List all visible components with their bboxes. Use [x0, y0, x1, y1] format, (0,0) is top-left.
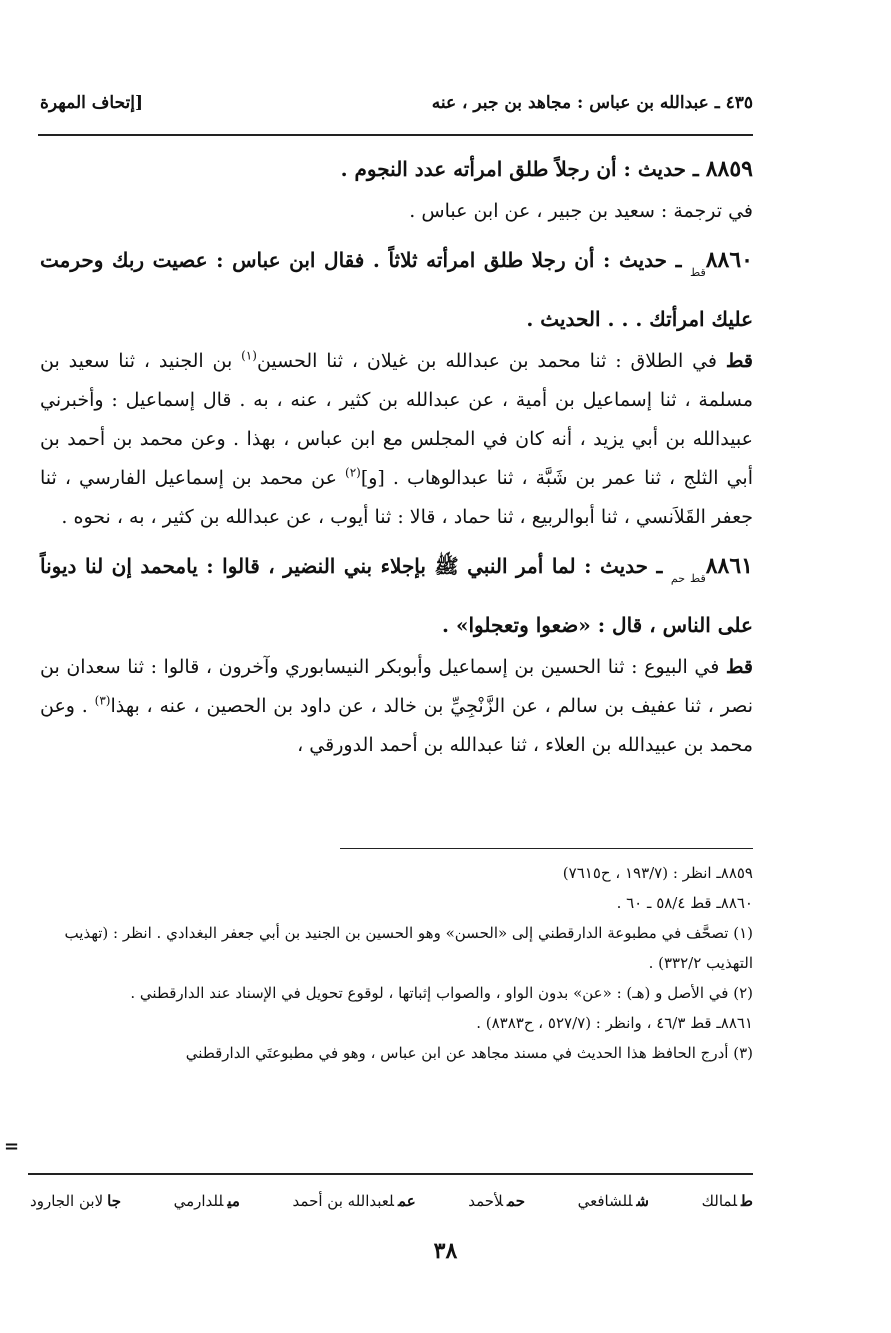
legend-abbr: مي: [227, 1192, 240, 1210]
entry-number: ٨٨٦١: [705, 553, 753, 579]
legend-rule: [28, 1173, 753, 1175]
hadith-text: ـ حديث : أن رجلاً طلق امرأته عدد النجوم .: [340, 157, 706, 181]
footnote-ref: (٢): [345, 465, 361, 480]
legend-item: [293, 1192, 416, 1210]
source-sigla: قط: [690, 266, 706, 279]
hadith-entry-8859: [40, 146, 753, 192]
chapter-heading: ٤٣٥ ـ عبدالله بن عباس : مجاهد بن جبر ، عنه: [431, 93, 753, 113]
isnad-text: . وعن محمد بن عبيدالله بن العلاء ، ثنا عبدالله بن أحمد الدورقي ،: [40, 695, 753, 756]
legend-name: للدارمي: [173, 1192, 224, 1210]
footnotes: [28, 858, 753, 1068]
footnote: ٨٨٦٠ـ قط ٥٨/٤ ـ ٦٠ .: [616, 894, 753, 912]
footnote: ٨٨٦١ـ قط ٤٦/٣ ، وانظر : (٥٢٧/٧ ، ح٨٣٨٣) .: [476, 1014, 753, 1032]
source-abbreviation: قط: [725, 656, 753, 678]
footnote-ref: (٣): [94, 693, 111, 708]
legend-name: لمالك: [701, 1192, 738, 1210]
legend-abbr: حم: [507, 1192, 525, 1210]
isnad-text: في البيوع : ثنا الحسين بن إسماعيل وأبوبكر النيسابوري وآخرون ، قالوا : ثنا سعدان بن نصر ، ثنا عفيف بن سالم ، عن الزَّنْجِيِّ بن خالد ، عن داود بن الحصين ، عنه ، بهذا: [40, 656, 753, 717]
footnote-ref: (١): [241, 348, 257, 363]
entry-number: ٨٨٦٠: [705, 247, 753, 273]
legend-name: لابن الجارود: [30, 1192, 104, 1210]
legend-name: لعبدالله بن أحمد: [292, 1192, 395, 1210]
translation-note: في ترجمة : سعيد بن جبير ، عن ابن عباس .: [409, 200, 753, 222]
entry-number: ٨٨٥٩: [705, 156, 753, 182]
footnote: (٣) أدرج الحافظ هذا الحديث في مسند مجاهد عن ابن عباس ، وهو في مطبوعتَي الدارقطني: [185, 1044, 753, 1062]
legend-item: [174, 1192, 240, 1210]
hadith-entry-8860: [40, 237, 753, 342]
isnad-paragraph: [40, 342, 753, 537]
page-number: ٣٨: [433, 1238, 458, 1264]
hadith-entry-8861: [40, 543, 753, 648]
isnad-text: في الطلاق : ثنا محمد بن عبدالله بن غيلان ، ثنا الحسين: [256, 350, 726, 372]
continuation-mark: =: [4, 1136, 20, 1157]
legend-abbr: عم: [398, 1192, 416, 1210]
footnote: (٢) في الأصل و (هـ) : «عن» بدون الواو ، والصواب إثباتها ، لوقوع تحويل في الإسناد عند الدارقطني .: [130, 984, 753, 1002]
isnad-paragraph: [40, 648, 753, 765]
main-text: [40, 140, 753, 765]
legend-item: [30, 1192, 121, 1210]
legend-name: لأحمد: [468, 1192, 504, 1210]
source-abbreviation: قط: [725, 350, 753, 372]
legend-item: [578, 1192, 649, 1210]
hadith-text: ـ حديث : لما أمر النبي ﷺ بإجلاء بني النضير ، قالوا : يامحمد إن لنا ديوناً على الناس ، قال : «ضعوا وتعجلوا» .: [40, 554, 753, 637]
legend-abbr: ش: [636, 1192, 649, 1210]
legend-abbr: جا: [107, 1192, 121, 1210]
hadith-text: ـ حديث : أن رجلا طلق امرأته ثلاثاً . فقال ابن عباس : عصيت ربك وحرمت عليك امرأتك . . . الحديث .: [40, 248, 753, 331]
footnote: ٨٨٥٩ـ انظر : (١٩٣/٧ ، ح٧٦١٥): [562, 864, 753, 882]
footnote: (١) تصحَّف في مطبوعة الدارقطني إلى «الحسن» وهو الحسين بن الجنيد بن أبي جعفر البغدادي . انظر : (تهذيب التهذيب ٣٣٢/٢) .: [64, 924, 753, 972]
legend-abbr: ط: [741, 1192, 753, 1210]
legend-item: [468, 1192, 525, 1210]
isnad-text: عن محمد بن إسماعيل الفارسي ، ثنا جعفر القَلاَنسي ، ثنا أبوالربيع ، ثنا حماد ، قالا : ثنا أيوب ، عن عبدالله بن كثير ، به ، نحوه .: [40, 467, 753, 528]
running-header: [40, 88, 753, 118]
book-title: [إتحاف المهرة: [40, 93, 144, 113]
abbreviation-legend: [30, 1186, 753, 1216]
footnote-rule: [340, 848, 753, 849]
legend-item: [702, 1192, 753, 1210]
source-sigla: قط حم: [670, 572, 706, 585]
isnad-text: بن الجنيد ، ثنا سعيد بن مسلمة ، ثنا إسماعيل بن أمية ، عن عبدالله بن كثير ، عنه ، به . قال إسماعيل : وأخبرني عبيدالله بن أبي يزيد ، أنه كان في المجلس مع ابن عباس ، بهذا . وعن محمد بن أحمد بن أبي الثلج ، ثنا عمر بن شَبَّة ، ثنا عبدالوهاب . [و]: [40, 350, 753, 489]
legend-name: للشافعي: [577, 1192, 633, 1210]
header-rule: [38, 134, 753, 136]
